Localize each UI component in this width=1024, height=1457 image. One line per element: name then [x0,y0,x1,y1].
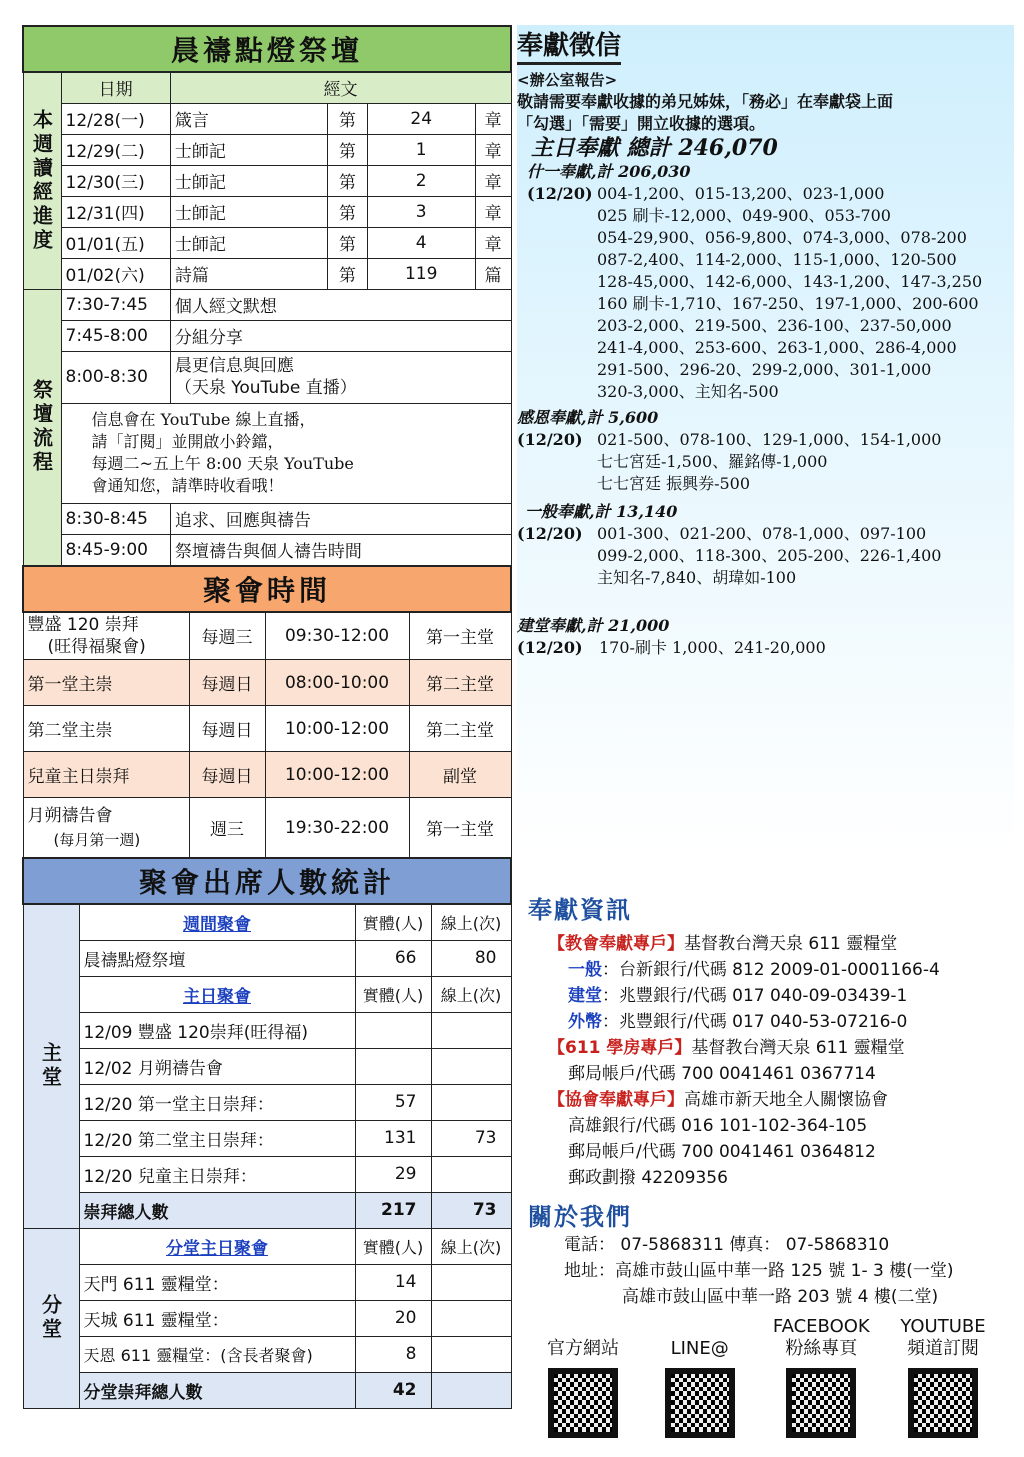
left-column [22,25,512,1409]
tithe-title: 什一奉獻,計 206,030 [527,162,691,181]
qr-line[interactable]: LINE@ [645,1316,755,1438]
reading-side-label: 本週讀經進度 [23,72,61,289]
flow-row: 7:45-8:00 分組分享 [23,320,511,351]
flow-side-label: 祭壇流程 [23,289,61,565]
meeting-row: 兒童主日崇拜 每週日 10:00-12:00 副堂 [23,752,511,798]
building-title: 建堂奉獻,計 21,000 [517,616,670,635]
meeting-row: 第一堂主崇 每週日 08:00-10:00 第二主堂 [23,660,511,706]
meeting-row: 豐盛 120 崇拜 (旺得福聚會) 每週三 09:30-12:00 第一主堂 [23,612,511,660]
flow-row: 8:30-8:45 追求、回應與禱告 [23,503,511,534]
attendance-row: 晨禱點燈祭壇 66 80 [23,940,511,976]
reading-row: 12/31(四) 士師記 第 3 章 [23,196,511,227]
reading-row: 01/01(五) 士師記 第 4 章 [23,227,511,258]
qr-youtube[interactable]: YOUTUBE 頻道訂閱 [888,1316,998,1438]
qr-website[interactable]: 官方網站 [528,1316,638,1438]
qr-facebook[interactable]: FACEBOOK 粉絲專頁 [761,1316,881,1438]
office-report: <辦公室報告> [517,71,618,89]
meeting-row: 第二堂主崇 每週日 10:00-12:00 第二主堂 [23,706,511,752]
attendance-row: 12/02 月朔禱告會 [23,1048,511,1084]
qr-code-icon [908,1368,978,1438]
meeting-table [22,565,512,859]
offering-section [517,25,1014,659]
general-list: (12/20) 001-300、021-200、078-1,000、097-100 099-2,000、118-300、205-200、226-1,400 主知名-7,840、胡瑋如-100 [517,524,942,587]
address-line: 地址：高雄市鼓山區中華一路 125 號 1- 3 樓(一堂) [564,1261,954,1281]
attendance-title: 聚會出席人數統計 [23,858,511,904]
weekly-header: 週間聚會 [183,914,251,935]
thanks-list: (12/20) 021-500、078-100、129-1,000、154-1,000 七七宮廷-1,500、羅銘傳-1,000 七七宮廷 振興券-500 [517,430,942,493]
qr-codes [528,1316,998,1438]
attendance-row: 天恩 611 靈糧堂：(含長者聚會) 8 [23,1336,511,1372]
total-row: 崇拜總人數 217 73 [23,1192,511,1228]
tithe-list: (12/20) 004-1,200、015-13,200、023-1,000 025 刷卡-12,000、049-900、053-700 054-29,900、056-9,800、074-3,000、078-200 087-2,400、114-2,000、115-1,000、120-500 128-45,000、142-6,000、143-1,200、147-3,250 160 刷卡-1,710、167-250、197-1,000、200-600 203-2,000、219-500、236-100、237-50,000 241-4,000、253-600、263-1,000、286-4,000 291-500、296-20、299-2,000、301-1,000 320-3,000、主知名-500 [527,184,983,401]
youtube-note: 信息會在 YouTube 線上直播， 請「訂閱」並開啟小鈴鐺， 每週二~五上午 8:00 天泉 YouTube 會通知您，請準時收看哦！ [23,403,511,503]
date-header: 日期 [61,72,170,103]
attendance-row: 天城 611 靈糧堂： 20 [23,1300,511,1336]
qr-code-icon [786,1368,856,1438]
sunday-header: 主日聚會 [183,986,251,1007]
reading-row: 12/29(二) 士師記 第 1 章 [23,134,511,165]
attendance-row: 12/20 第二堂主日崇拜： 131 73 [23,1120,511,1156]
reading-row: 12/30(三) 士師記 第 2 章 [23,165,511,196]
main-hall-label: 主堂 [23,904,79,1228]
qr-code-icon [548,1368,618,1438]
prayer-table [22,25,512,566]
flow-row: 8:00-8:30 晨更信息與回應 （天泉 YouTube 直播） [23,351,511,403]
about-title: 關於我們 [528,1202,632,1231]
meeting-title: 聚會時間 [23,566,511,612]
attendance-table: 聚會出席人數統計 主堂 週間聚會 實體(人) 線上(次) 晨禱點燈祭壇 66 80 主日聚會 實體(人) 線上(次) 12/09 豐盛 120崇拜(旺得福) 12/02 月朔禱告會 12/20 第一堂主日崇拜： 57 12/20 第二堂主日崇拜： 131 73 12/20 兒童主日崇拜： 29 崇拜總人數 217 73 分堂 分堂主日聚會 實體(人) 線上(次) 天門 611 靈糧堂： 14 天城 611 靈糧堂： 20 天恩 611 靈糧堂：(含長者聚會) 8 分堂崇拜總人數 42 [22,857,512,1409]
notice-line: 敬請需要奉獻收據的弟兄姊妹，「務必」在奉獻袋上面 [517,92,894,111]
thanks-title: 感恩奉獻,計 5,600 [517,408,659,427]
offering-info: 奉獻資訊 【教會奉獻專戶】基督教台灣天泉 611 靈糧堂 一般：台新銀行/代碼 812 2009-01-0001166-4 建堂：兆豐銀行/代碼 017 040-09-03439-1 外幣：兆豐銀行/代碼 017 040-53-07216-0 【611 學房專戶】基督教台灣天泉 611 靈糧堂 郵局帳戶/代碼 700 0041461 0367714 【協會奉獻專戶】高雄市新天地全人關懷協會 高雄銀行/代碼 016 101-102-364-105 郵局帳戶/代碼 700 0041461 0364812 郵政劃撥 42209356 關於我們 電話： 07-5868311 傳真： 07-5868310 地址：高雄市鼓山區中華一路 125 號 1- 3 樓(一堂) 高雄市鼓山區中華一路 203 號 4 樓(二堂) 官方網站 LINE@ FACEBOOK 粉絲專頁 YOUTUBE 頻道訂閱 [528,890,1018,1438]
offering-title: 奉獻徵信 [517,25,621,65]
notice-line: 「勾選」「需要」開立收據的選項。 [517,114,766,133]
offering-total: 主日奉獻 總計 246,070 [531,135,778,161]
branch-header: 分堂主日聚會 [166,1238,268,1259]
flow-row: 祭壇流程 7:30-7:45 個人經文默想 [23,289,511,320]
building-list: (12/20) 170-刷卡 1,000、241-20,000 [517,638,826,657]
attendance-row: 12/09 豐盛 120崇拜(旺得福) [23,1012,511,1048]
attendance-row: 12/20 兒童主日崇拜： 29 [23,1156,511,1192]
branch-label: 分堂 [23,1228,79,1408]
prayer-title: 晨禱點燈祭壇 [23,26,511,72]
text-header: 經文 [170,72,511,103]
general-title: 一般奉獻,計 13,140 [525,502,678,521]
branch-total-row: 分堂崇拜總人數 42 [23,1372,511,1408]
meeting-row: 月朔禱告會 (每月第一週) 週三 19:30-22:00 第一主堂 [23,798,511,858]
address-line: 高雄市鼓山區中華一路 203 號 4 樓(二堂) [622,1287,939,1307]
attendance-row: 天門 611 靈糧堂： 14 [23,1264,511,1300]
flow-row: 8:45-9:00 祭壇禱告與個人禱告時間 [23,534,511,565]
qr-code-icon [665,1368,735,1438]
info-title: 奉獻資訊 [528,895,632,924]
reading-row: 12/28(一) 箴言 第 24 章 [23,103,511,134]
reading-row: 01/02(六) 詩篇 第 119 篇 [23,258,511,289]
attendance-row: 12/20 第一堂主日崇拜： 57 [23,1084,511,1120]
phone-fax: 電話： 07-5868311 傳真： 07-5868310 [564,1235,890,1255]
